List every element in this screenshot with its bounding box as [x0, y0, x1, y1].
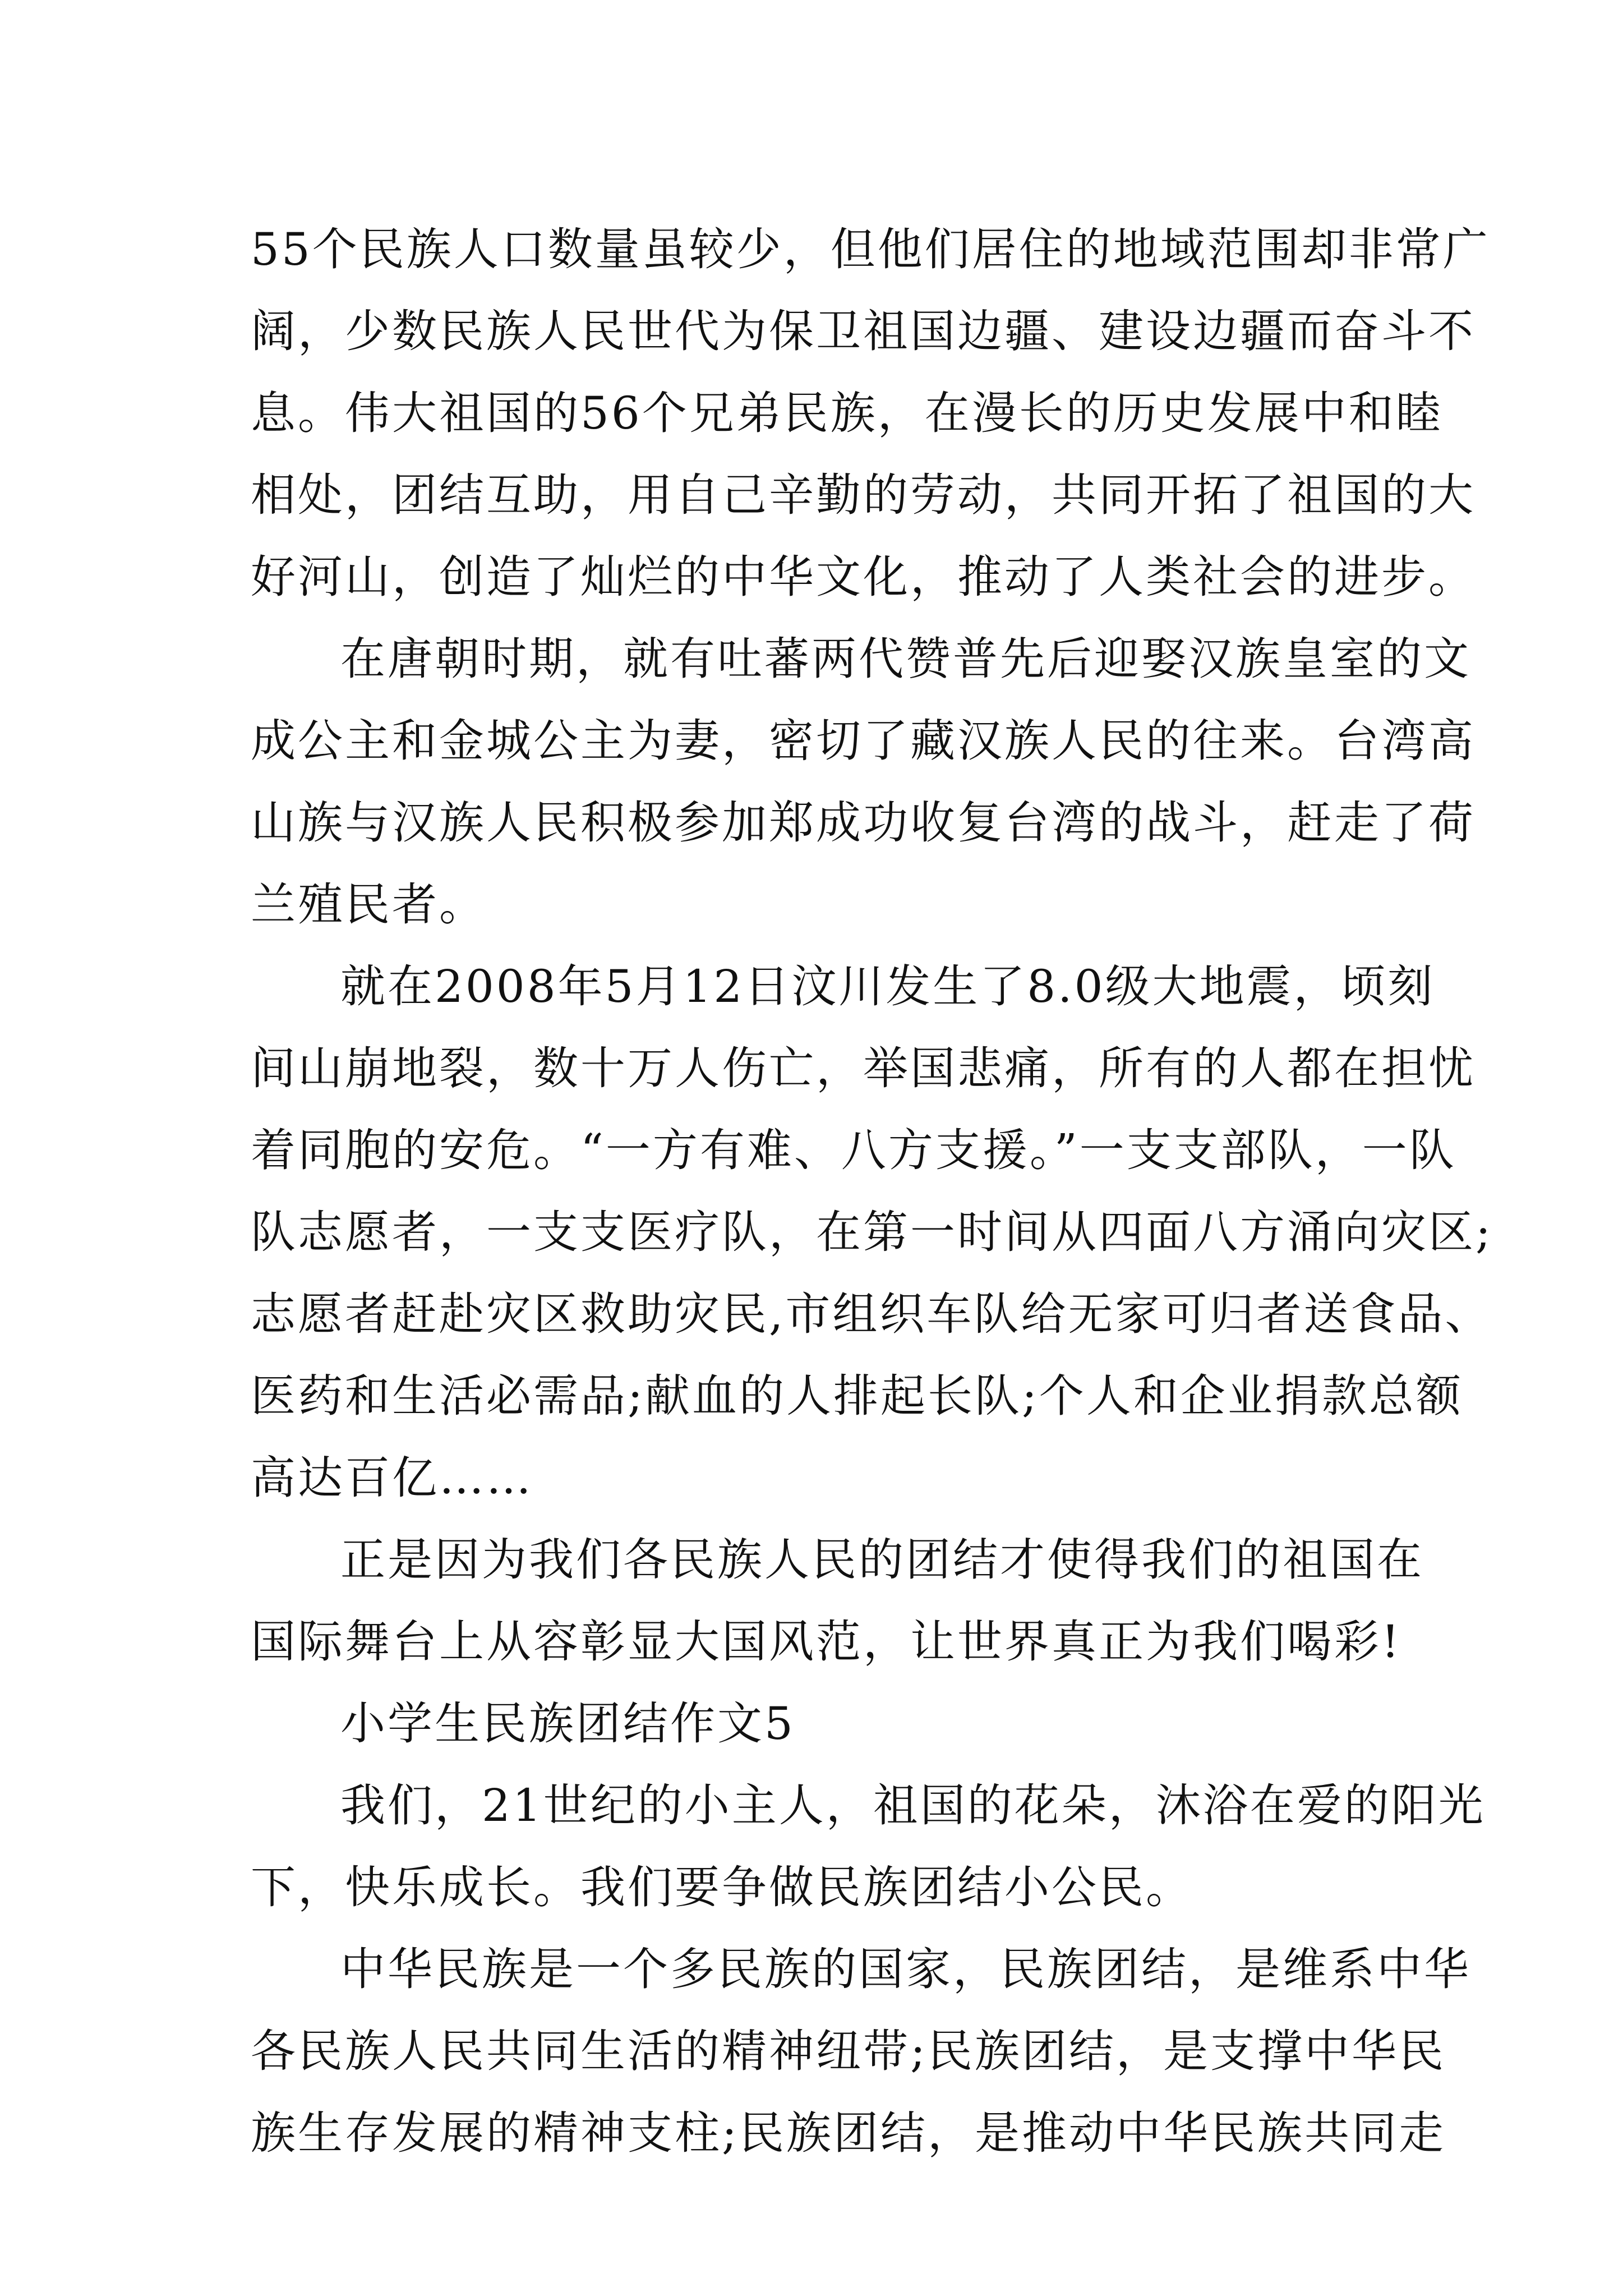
text-line: 55个民族人口数量虽较少，但他们居住的地域范围却非常广 — [251, 223, 1490, 275]
text-line: 高达百亿…… — [251, 1452, 533, 1504]
text-line: 队志愿者，一支支医疗队，在第一时间从四面八方涌向灾区; — [251, 1206, 1493, 1258]
paragraph-start-line: 在唐朝时期，就有吐蕃两代赞普先后迎娶汉族皇室的文 — [340, 633, 1471, 685]
text-line: 国际舞台上从容彰显大国风范，让世界真正为我们喝彩! — [251, 1616, 1402, 1668]
text-line: 下，快乐成长。我们要争做民族团结小公民。 — [251, 1861, 1193, 1913]
body-text — [251, 209, 1493, 2174]
text-line: 山族与汉族人民积极参加郑成功收复台湾的战斗，赶走了荷 — [251, 797, 1476, 849]
paragraph-start-line: 就在2008年5月12日汶川发生了8.0级大地震，顷刻 — [340, 960, 1435, 1013]
text-line: 相处，团结互助，用自己辛勤的劳动，共同开拓了祖国的大 — [251, 469, 1476, 521]
text-line: 医药和生活必需品;献血的人排起长队;个人和企业捐款总额 — [251, 1370, 1463, 1422]
text-line: 息。伟大祖国的56个兄弟民族，在漫长的历史发展中和睦 — [251, 387, 1443, 439]
paragraph-start-line: 中华民族是一个多民族的国家，民族团结，是维系中华 — [340, 1943, 1471, 1995]
paragraph-start-line: 正是因为我们各民族人民的团结才使得我们的祖国在 — [340, 1534, 1424, 1586]
text-line: 兰殖民者。 — [251, 878, 486, 931]
text-line: 成公主和金城公主为妻，密切了藏汉族人民的往来。台湾高 — [251, 715, 1476, 767]
text-line: 族生存发展的精神支柱;民族团结，是推动中华民族共同走 — [251, 2107, 1446, 2159]
text-line: 志愿者赶赴灾区救助灾民,市组织车队给无家可归者送食品、 — [251, 1288, 1492, 1340]
text-line: 间山崩地裂，数十万人伤亡，举国悲痛，所有的人都在担忧 — [251, 1042, 1476, 1094]
text-line: 好河山，创造了灿烂的中华文化，推动了人类社会的进步。 — [251, 551, 1476, 603]
text-line: 着同胞的安危。“一方有难、八方支援。”一支支部队，一队 — [251, 1124, 1456, 1176]
section-heading: 小学生民族团结作文5 — [340, 1697, 795, 1750]
text-line: 各民族人民共同生活的精神纽带;民族团结，是支撑中华民 — [251, 2025, 1446, 2077]
paragraph-start-line: 我们，21世纪的小主人，祖国的花朵，沐浴在爱的阳光 — [340, 1779, 1486, 1832]
text-line: 阔，少数民族人民世代为保卫祖国边疆、建设边疆而奋斗不 — [251, 305, 1476, 357]
